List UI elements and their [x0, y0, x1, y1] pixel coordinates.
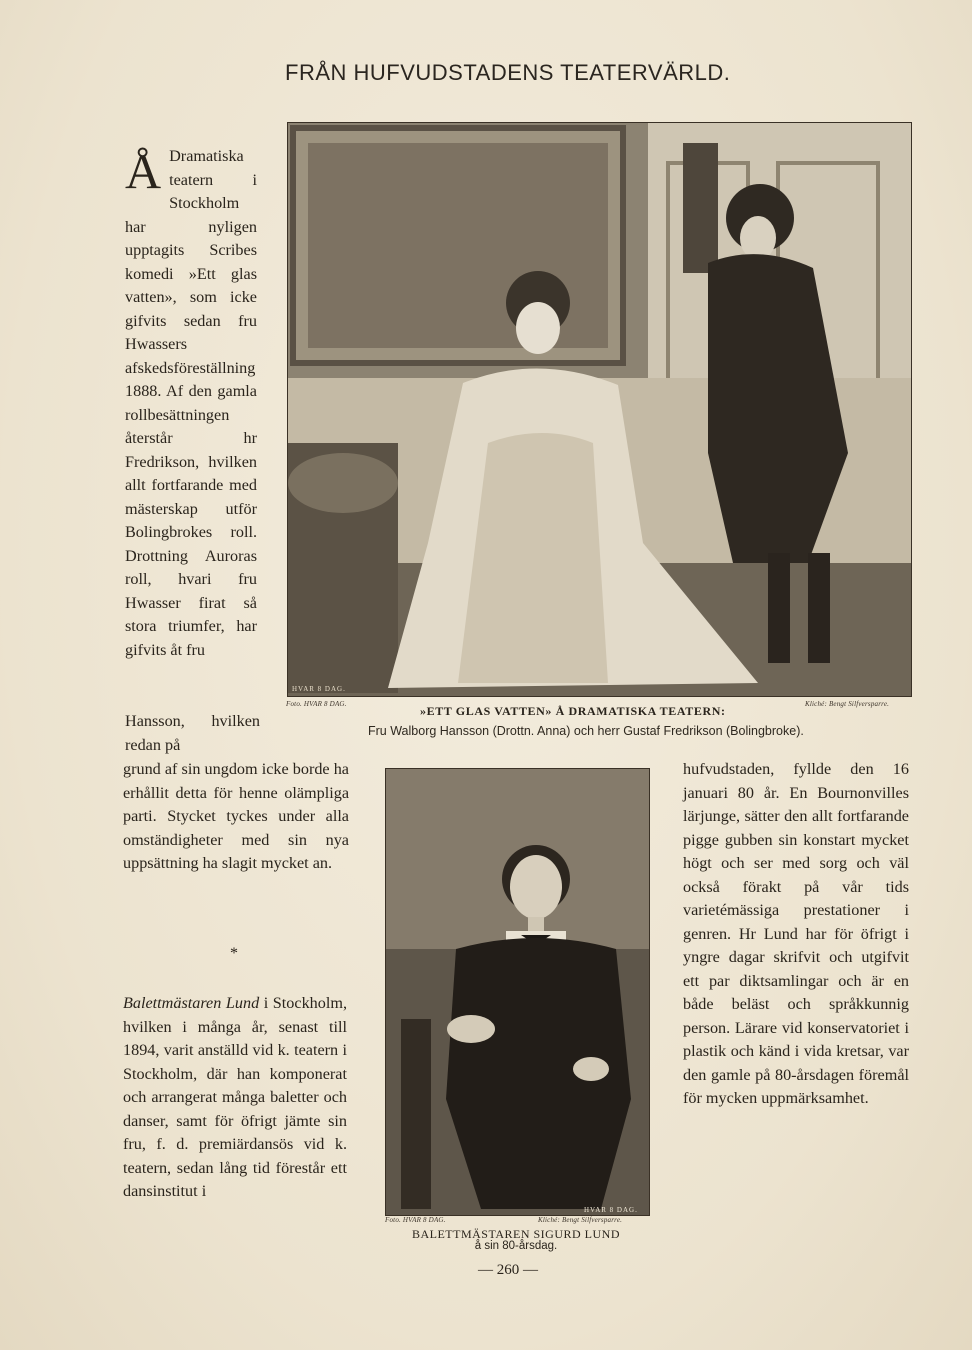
left-column-text: grund af sin ungdom icke borde ha erhållit detta för henne olämpliga parti. Stycket tyckes under alla omständigheter med sin nya uppsättning ha slagit mycket an.: [123, 760, 349, 872]
photo2-caption-subtitle: å sin 80-årsdag.: [474, 1240, 558, 1252]
lund-text: i Stockholm, hvilken i många år, senast till 1894, varit anställd vid k. teatern i Stockholm, där han komponerat och arrangerat många baletter och danser, samt för öfrigt jämte sin fru, f. d. premiärdansös vid k. teatern, sedan lång tid förestår ett dansinstitut i: [123, 994, 347, 1200]
section-separator: *: [230, 945, 238, 962]
right-column-text: hufvudstaden, fyllde den 16 januari 80 år. En Bournonvilles lärjunge, sätter den allt fortfarande pigge gubben sin konstart mycket högt och ser med sorg och väl också förakt på vår tids varietémässiga prestationer i genren. Hr Lund har för öfrigt i yngre dagar skrifvit och utgifvit ett par diktsamlingar och är en både beläst och språkkunnig person. Lärare vid konservatoriet i plastik och känd i vida kretsar, var den gamle på 80-årsdagen föremål för mycken uppmärksamhet.: [683, 760, 909, 1107]
portrait-illustration: [386, 769, 649, 1215]
photo1-credit-left: Foto. HVAR 8 DAG.: [286, 700, 347, 708]
portrait-photo: [385, 768, 650, 1216]
photo2-caption-title: BALETTMÄSTAREN SIGURD LUND: [411, 1227, 621, 1241]
drop-cap: Å: [125, 143, 162, 199]
lund-lead: Balettmästaren Lund: [123, 994, 260, 1012]
theatre-scene-photo: [287, 122, 912, 697]
intro-text: Dramatiska teatern i Stockholm har nyligen upptagits Scribes komedi »Ett glas vatten», som icke gifvits sedan fru Hwassers afskedsföreställning 1888. Af den gamla rollbesättningen återstår hr Fredrikson, hvilken allt fortfarande med mästerskap utför Bolingbrokes roll. Drottning Auroras roll, hvari fru Hwasser firat så stora triumfer, har gifvits åt fru: [125, 147, 257, 659]
photo1-caption-title: »ETT GLAS VATTEN» Å DRAMATISKA TEATERN:: [420, 704, 726, 718]
photo1-caption-subtitle: Fru Walborg Hansson (Drottn. Anna) och herr Gustaf Fredrikson (Bolingbroke).: [368, 724, 804, 738]
photo1-watermark: HVAR 8 DAG.: [292, 685, 346, 693]
theatre-scene-illustration: [288, 123, 911, 696]
intro-paragraph: [125, 145, 257, 662]
photo2-watermark: HVAR 8 DAG.: [584, 1206, 638, 1214]
page-header: FRÅN HUFVUDSTADENS TEATERVÄRLD.: [285, 60, 731, 85]
page-number: — 260 —: [478, 1262, 538, 1278]
photo2-credit-right: Kliché: Bengt Silfversparre.: [538, 1216, 623, 1224]
photo2-credit-left: Foto. HVAR 8 DAG.: [385, 1216, 446, 1224]
photo1-credit-right: Kliché: Bengt Silfversparre.: [805, 700, 890, 708]
lund-paragraph: [123, 992, 347, 1204]
intro-continuation: Hansson, hvilken redan på: [125, 712, 260, 754]
